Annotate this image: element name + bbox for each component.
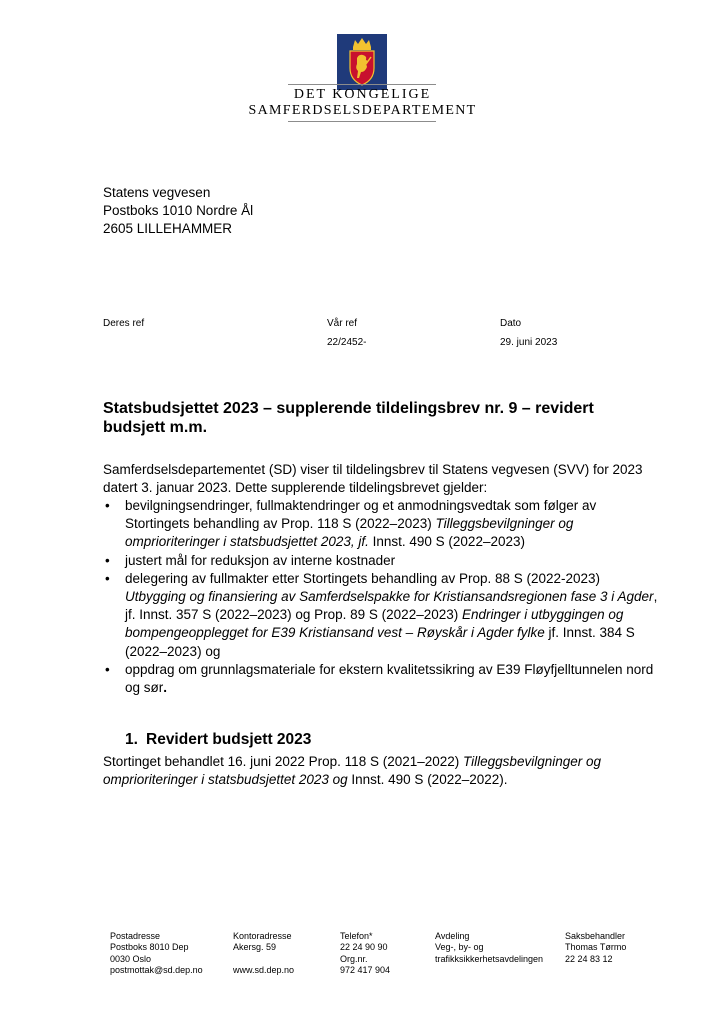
bullet-icon: • <box>105 661 110 677</box>
letter-title: Statsbudsjettet 2023 – supplerende tildelingsbrev nr. 9 – revidert budsjett m.m. <box>103 400 594 436</box>
var-ref-label: Vår ref <box>327 318 358 329</box>
var-ref-value: 22/2452- <box>327 337 367 348</box>
norwegian-royal-crest-icon <box>337 34 387 90</box>
footer-phone: Telefon* 22 24 90 90 Org.nr. 972 417 904 <box>340 931 391 975</box>
logo-text-line1: DET KONGELIGE <box>293 87 432 102</box>
scope-bullet-list <box>103 497 663 697</box>
recipient-city: 2605 LILLEHAMMER <box>103 221 233 236</box>
footer-case-handler: Saksbehandler Thomas Tørmo 22 24 83 12 <box>565 931 627 964</box>
intro-paragraph <box>103 461 663 497</box>
list-item: • bevilgningsendringer, fullmaktendringer og et anmodningsvedtak som følger av Stortingets behandling av Prop. 118 S (2022–2023) Tilleggsbevilgninger og omprioriteringer i statsbudsjettet 2023, jf. Innst. 490 S (2022–2023) <box>105 498 597 550</box>
logo-text-line2: SAMFERDSELSDEPARTEMENT <box>248 103 477 118</box>
section-paragraph: Stortinget behandlet 16. juni 2022 Prop. 118 S (2021–2022) Tilleggsbevilgninger og omprioriteringer i statsbudsjettet 2023 og Innst. 490 S (2022–2022). <box>103 754 601 788</box>
dato-label: Dato <box>500 318 522 329</box>
logo-divider-top <box>288 84 436 85</box>
footer-office-address: Kontoradresse Akersg. 59 www.sd.dep.no <box>233 931 295 975</box>
recipient-name: Statens vegvesen <box>103 185 211 200</box>
bullet-icon: • <box>105 552 110 568</box>
logo-divider-bottom <box>288 121 436 122</box>
footer-email-link[interactable]: postmottak@sd.dep.no <box>110 964 203 975</box>
list-item: • oppdrag om grunnlagsmateriale for ekstern kvalitetssikring av E39 Fløyfjelltunnelen nord og sør. <box>105 661 654 696</box>
section-number: 1. <box>125 731 138 748</box>
dato-value: 29. juni 2023 <box>500 337 558 348</box>
intro-line1: Samferdselsdepartementet (SD) viser til tildelingsbrev til Statens vegvesen (SVV) for 2023 <box>103 462 643 477</box>
bullet-icon: • <box>105 570 110 586</box>
footer-postal-address: Postadresse Postboks 8010 Dep 0030 Oslo postmottak@sd.dep.no <box>110 931 203 975</box>
section-title: Revidert budsjett 2023 <box>146 731 312 748</box>
list-item: • justert mål for reduksjon av interne kostnader <box>103 552 663 570</box>
footer-department: Avdeling Veg-, by- og trafikksikkerhetsavdelingen <box>435 931 544 964</box>
list-item: • delegering av fullmakter etter Stortingets behandling av Prop. 88 S (2022-2023) Utbygging og finansiering av Samferdselspakke for Kristiansandsregionen fase 3 i Agder, jf. Innst. 357 S (2022–2023) og Prop. 89 S (2022–2023) Endringer i utbyggingen og bompengeopplegget for E39 Kristiansand vest – Røyskår i Agder fylke jf. Innst. 384 S (2022–2023) og <box>105 570 658 659</box>
deres-ref-label: Deres ref <box>103 318 145 329</box>
section-heading <box>125 730 311 749</box>
bullet-icon: • <box>105 498 110 513</box>
footer-website-link[interactable]: www.sd.dep.no <box>233 964 295 975</box>
intro-line2: datert 3. januar 2023. Dette supplerende tildelingsbrevet gjelder: <box>103 480 488 496</box>
recipient-postbox: Postboks 1010 Nordre Ål <box>103 203 254 218</box>
